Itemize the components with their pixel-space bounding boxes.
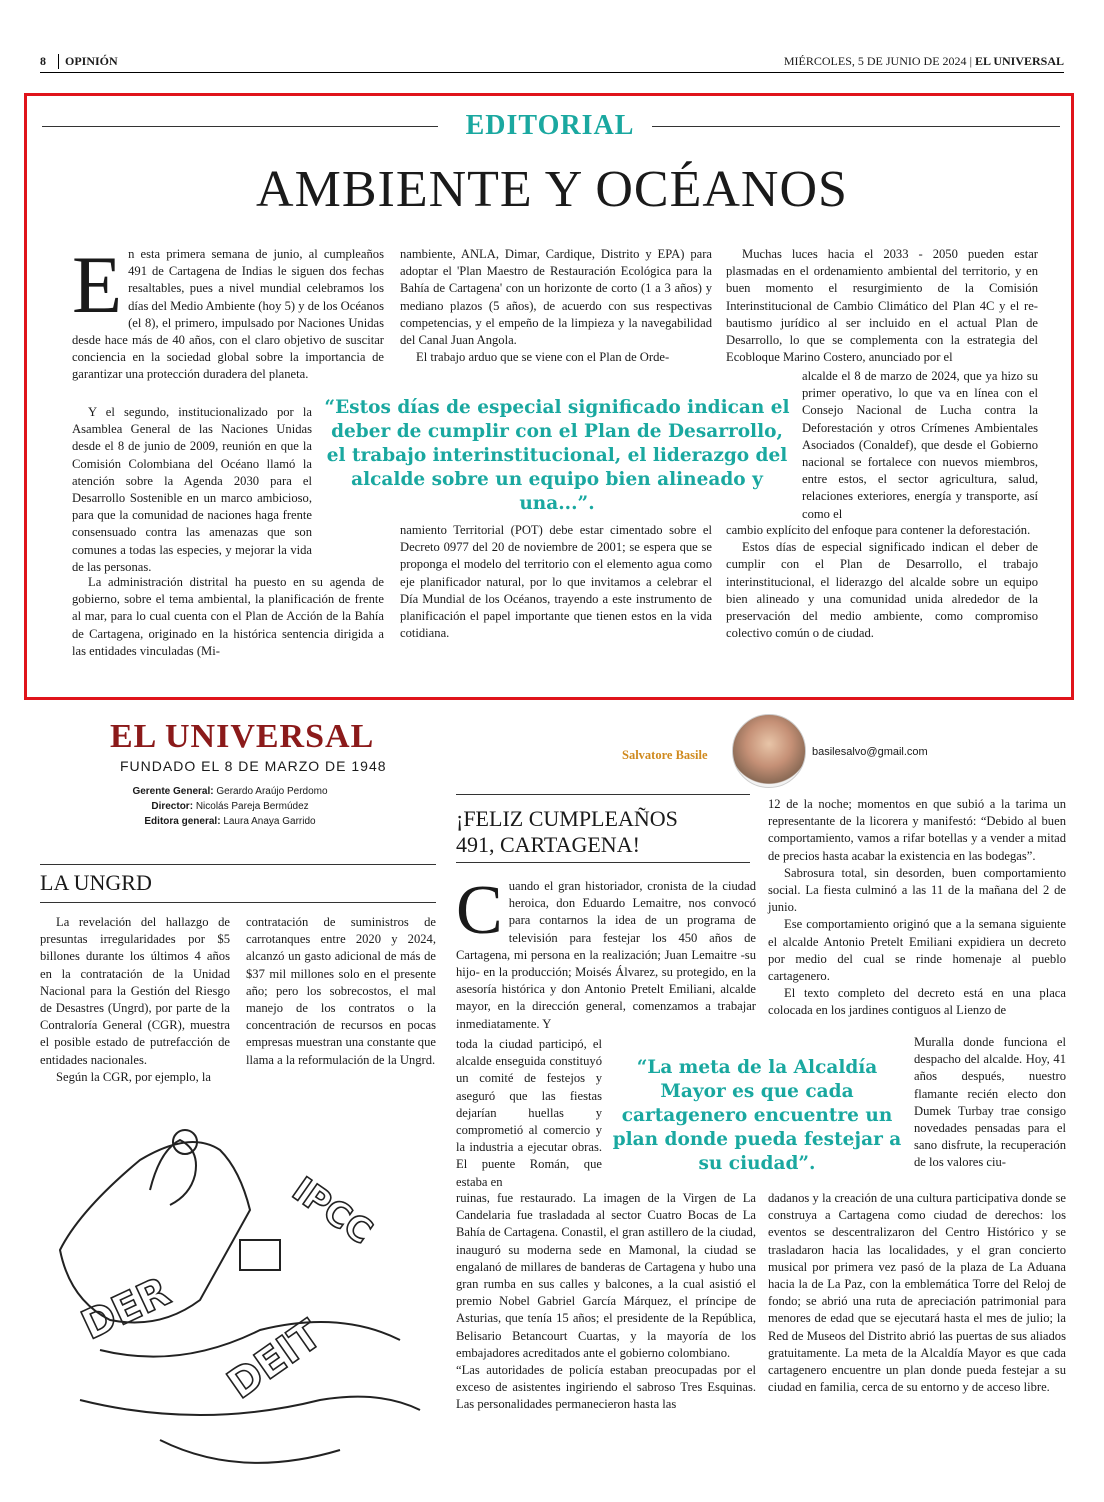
page-header: [40, 52, 1064, 73]
editorial-column-3-mid: alcalde el 8 de marzo de 2024, que ya hizo su primer operativo, lo que va en línea con el Consejo Nacional de Lucha contra la Deforestación y otros Crímenes Ambientales Asociados (Conaldef), que desde el Gobierno nacional se fortalece con nuevos miembros, entre estos, el sector agricultura, salud, relaciones exteriores, energía y transporte, así como el: [802, 369, 1038, 521]
divider: [652, 126, 1060, 127]
editorial-cartoon: [40, 1100, 440, 1484]
divider: [40, 864, 436, 865]
editorial-column-2-top: nambiente, ANLA, Dimar, Cardique, Distrito y EPA) para adoptar el 'Plan Maestro de Restauración Ecológica para la Bahía de Cartagena' con un horizonte de corto (1 a 3 años) y mediano plazos (5 años), de acuerdo con sus respectivas competencias, y el empeño de la limpieza y la navegabilidad del Canal Juan Angola. El trabajo arduo que se viene con el Plan de Orde-: [400, 247, 712, 365]
column-text-2-mid: Muralla donde funciona el despacho del alcalde. Hoy, 41 años después, nuestro flamante recién electo don Dumek Turbay trae consigo novedades pensadas para el sano disfrute, la recuperación de los valores ciu-: [914, 1035, 1066, 1170]
editorial-column-1-bottom: La administración distrital ha puesto en su agenda de gobierno, sobre el tema ambiental, la planificación de frente al mar, para lo cual cuenta con el Plan de Acción de la Bahía de Cartagena, originado en la histórica sentencia dirigida a las entidades vinculadas (Mi-: [72, 575, 384, 658]
column-title: ¡FELIZ CUMPLEAÑOS 491, CARTAGENA!: [456, 806, 678, 857]
divider: [40, 902, 436, 903]
page-number: 8: [40, 54, 46, 68]
author-email: basilesalvo@gmail.com: [812, 746, 928, 758]
cartoon-person: [150, 1140, 196, 1205]
editorial-column-1-top: E n esta primera semana de junio, al cumpleaños 491 de Cartagena de Indias le siguen dos fechas resaltables, pues a nivel mundial celebramos los días del Medio Ambiente (hoy 5) y de los Océanos (el 8), el primero, impulsado por Naciones Unidas desde hace más de 40 años, con el claro objetivo de suscitar conciencia en la sociedad global sobre la importancia de garantizar una protección duradera del planeta.: [72, 239, 384, 382]
ungrd-title: LA UNGRD: [40, 870, 152, 895]
column-pull-quote: “La meta de la Alcaldía Mayor es que cada cartagenero encuentre un plan donde pueda festejar a su ciudad”.: [612, 1057, 902, 1174]
divider: [42, 126, 438, 127]
drop-cap: C: [456, 872, 503, 949]
divider: [456, 794, 750, 795]
divider: [456, 862, 750, 863]
edition-date: MIÉRCOLES, 5 DE JUNIO DE 2024 | EL UNIVERSAL: [783, 54, 1064, 68]
editorial-column-3-top: Muchas luces hacia el 2033 - 2050 pueden estar plasmadas en el ordenamiento ambiental del territorio, y en buen momento el resurgimiento de la Comisión Interinstitucional de Cambio Climático del Plan 4C y el re-bautismo jurídico al ser incluido en el actual Plan de Desarrollo, lo que se complementa con la estrategia del Ecobloque Marino Costero, anunciado por el: [726, 247, 1038, 365]
column-text-1-top: C uando el gran historiador, cronista de la ciudad heroica, don Eduardo Lemaitre, nos convocó para contarnos la idea de un programa de televisión para festejar los 450 años de Cartagena, mi persona en la realización; Juan Lemaitre -su hijo- en la producción; Moisés Álvarez, su protegido, en la asesoría histórica y don Antonio Pretelt Emiliani, alcalde mayor, en la dirección general, comenzamos a trabajar inmediatamente. Y: [456, 872, 756, 1031]
editorial-column-3-bottom: cambio explícito del enfoque para contener la deforestación. Estos días de especial significado indican el deber de cumplir con el Plan de Desarrollo, el trabajo interinstitucional, el liderazgo del alcalde sobre un equipo bien alineado y una comunidad unida alrededor de la preservación del medio ambiente, como compromiso colectivo común o de ciudad.: [726, 523, 1038, 641]
section-name: OPINIÓN: [58, 54, 118, 69]
cartoon-wake: [160, 1440, 340, 1463]
column-text-2-bottom: dadanos y la creación de una cultura participativa donde se construya a Cartagena como ciudad de derechos: los eventos se descentralizaron del Centro Histórico y se trasladaron hacia las localidades, y el gran concierto musical por primera vez pasó de la plaza de La Aduana hacia la de La Paz, con la emblemática Torre del Reloj de fondo; se abrió una ruta de apreciación patrimonial para menores de edad que se ejecutará hasta el mes de julio; la Red de Museos del Distrito abrió las puertas de sus aliados gratuitamente. La meta de la Alcaldía Mayor es que cada cartagenero encuentre un plan donde pueda festejar a su ciudad en familia, cerca de su entorno y de acceso libre.: [768, 1191, 1066, 1395]
editorial-column-1-mid: Y el segundo, institucionalizado por la Asamblea General de las Naciones Unidas desde el 8 de junio de 2009, reunión en que la Comisión Colombiana del Océano llamó la atención sobre la Agenda 2030 para el Desarrollo Sostenible en un marco ambicioso, para que la comunidad de naciones haga frente consensuado contra las amenazas que son comunes a todas las especies, y mejorar la vida de las personas.: [72, 405, 312, 574]
column-author: Salvatore Basile: [622, 748, 708, 762]
ungrd-column-1: La revelación del hallazgo de presuntas irregularidades por $5 billones durante los últimos 4 años en la contratación de la Unidad Nacional para la Gestión del Riesgo de Desastres (Ungrd), por parte de la Contraloría General (CGR), muestra el posible estado de putrefacción de entidades nacionales. Según la CGR, por ejemplo, la: [40, 915, 230, 1084]
drop-cap: E: [72, 239, 123, 330]
editorial-headline: AMBIENTE Y OCÉANOS: [256, 161, 848, 218]
column-text-2-top: 12 de la noche; momentos en que subió a la tarima un representante de la licorera y manifestó: “Debido al buen comportamiento, vamos a rifar botellas y a vender a mitad de precios hasta acabar la existencia en las bodegas”. Sabrosura total, sin desorden, buen comportamiento social. La fiesta culminó a las 11 de la mañana del 2 de junio. Ese comportamiento originó que a la semana siguiente el alcalde Antonio Pretelt Emiliani expidiera un decreto por medio del cual se rinde homenaje al pueblo cartagenero. El texto completo del decreto está en una placa colocada en los jardines contiguos al Lienzo de: [768, 797, 1066, 1018]
author-photo: [732, 714, 806, 788]
cartoon-label-deit: DEIT: [219, 1311, 330, 1409]
cartoon-label-der: DER: [74, 1268, 177, 1350]
masthead-logo: EL UNIVERSAL: [110, 718, 375, 755]
masthead-founded: FUNDADO EL 8 DE MARZO DE 1948: [120, 758, 387, 774]
column-text-1-mid: toda la ciudad participó, el alcalde enseguida constituyó un comité de festejos y aseguró que las fiestas dejarían huellas y comprometió al comercio y la industria a ejecutar obras. El puente Román, que estaba en: [456, 1037, 602, 1189]
ungrd-column-2: contratación de suministros de carrotanques entre 2020 y 2024, alcanzó un gasto adicional de más de $37 mil millones solo en el presente año; pero los sobrecostos, el mal manejo de los contratos o la concentración de recursos en pocas empresas muestran una constante que llama a la reformulación de la Ungrd.: [246, 915, 436, 1067]
cartoon-motor: [240, 1240, 280, 1270]
column-text-1-bottom: ruinas, fue restaurado. La imagen de la Virgen de La Candelaria fue trasladada al sector Cuatro Bocas de La Bahía de Cartagena. Conastil, el gran astillero de la ciudad, inauguró su moderna sede en Mamonal, la ciudad se engalanó de millares de banderas de Cartagena y hubo una gran rumba en sus calles y balcones, a la cual asistió el premio Nobel Gabriel García Márquez, el príncipe de Asturias, que tenía 15 años; el presidente de la República, Belisario Betancourt Cuartas, y la mayoría de los embajadores acreditados ante el gobierno colombiano. “Las autoridades de policía estaban preocupadas por el exceso de asistentes ingiriendo el sabroso Tres Esquinas. Las personalidades permanecieron hasta las: [456, 1191, 756, 1412]
cartoon-label-ipcc: IPCC: [284, 1169, 380, 1253]
editorial-label: EDITORIAL: [465, 110, 635, 141]
editorial-column-2-bottom: namiento Territorial (POT) debe estar cimentado sobre el Decreto 0977 del 20 de noviembre de 2001; se espera que se proponga el modelo del territorio con el elemento agua como eje planificador natural, por lo que invitamos a celebrar el Día Mundial de los Océanos, trayendo a este instrumento de planificación el papel importante que tienen estos en la vida cotidiana.: [400, 523, 712, 641]
editorial-pull-quote: “Estos días de especial significado indican el deber de cumplir con el Plan de Desarrollo, el trabajo interinstitucional, el liderazgo del alcalde sobre un equipo bien alineado y una...”.: [324, 397, 790, 514]
masthead-staff: Gerente General: Gerardo Araújo Perdomo Director: Nicolás Pareja Bermúdez Editora general: Laura Anaya Garrido: [132, 786, 328, 827]
